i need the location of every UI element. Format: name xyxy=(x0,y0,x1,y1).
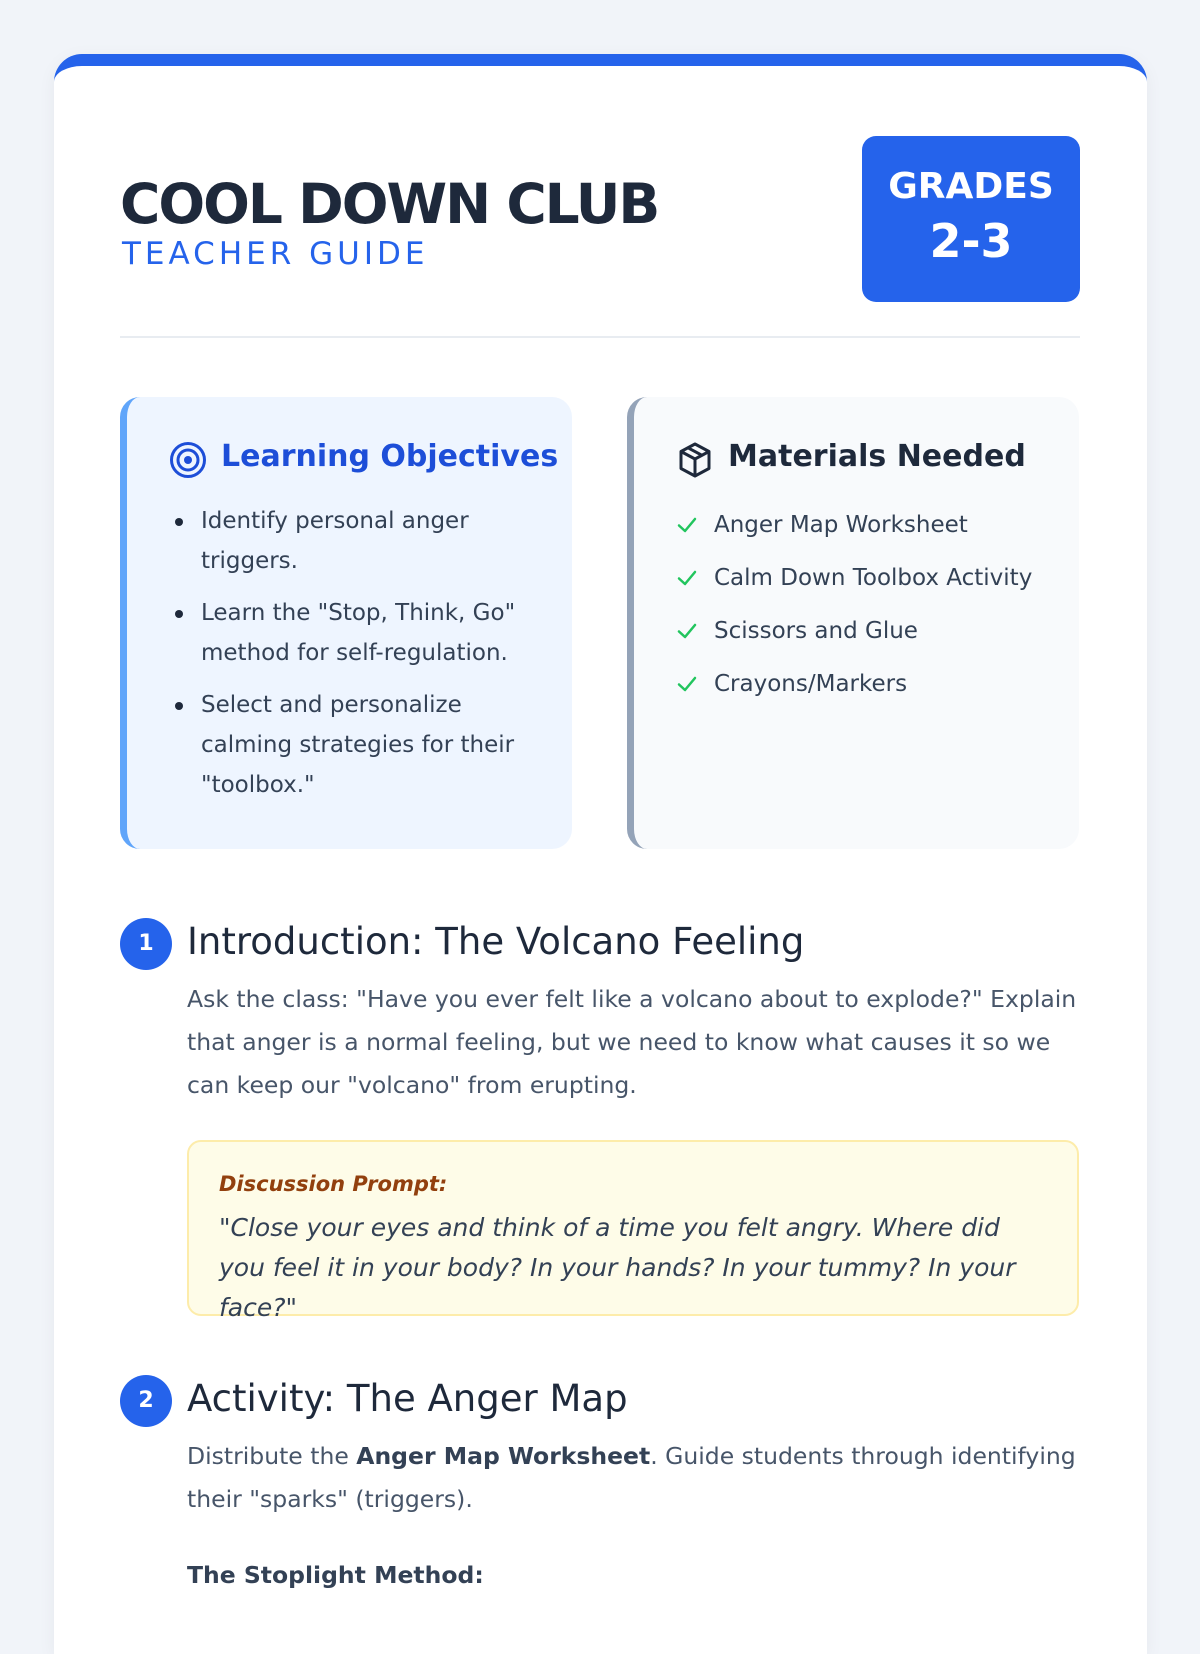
material-item xyxy=(676,664,1036,704)
box-icon xyxy=(676,441,714,479)
check-icon xyxy=(676,514,698,536)
check-icon xyxy=(676,673,698,695)
materials-list xyxy=(676,505,1036,717)
objectives-title: Learning Objectives xyxy=(221,439,559,474)
check-icon xyxy=(676,620,698,642)
objectives-list xyxy=(169,501,539,817)
page-subtitle: TEACHER GUIDE xyxy=(122,236,429,272)
learning-objectives-box xyxy=(120,397,572,849)
page-header xyxy=(120,136,1080,338)
objective-item: Select and personalize calming strategies for their "toolbox." xyxy=(169,685,539,805)
section-introduction xyxy=(120,918,1080,1338)
objective-item: Learn the "Stop, Think, Go" method for self-regulation. xyxy=(169,593,539,673)
page-title: COOL DOWN CLUB xyxy=(120,172,659,236)
section-title: Introduction: The Volcano Feeling xyxy=(187,920,805,963)
section-title: Activity: The Anger Map xyxy=(187,1377,628,1420)
section-text-end: . Guide students through identifying their "sparks" (triggers). xyxy=(187,1442,1076,1513)
stoplight-method-heading: The Stoplight Method: xyxy=(187,1561,484,1589)
prompt-text: "Close your eyes and think of a time you felt angry. Where did you feel it in your body? In your hands? In your tummy? In your face?" xyxy=(219,1213,1016,1322)
material-label: Calm Down Toolbox Activity xyxy=(714,565,1033,591)
material-label: Crayons/Markers xyxy=(714,671,908,697)
section-activity xyxy=(120,1375,1080,1615)
material-label: Scissors and Glue xyxy=(714,618,918,644)
section-text: Ask the class: "Have you ever felt like a volcano about to explode?" Explain that anger is a normal feeling, but we need to know what causes it so we can keep our "volcano" from erupting. xyxy=(187,985,1077,1099)
section-text xyxy=(187,1435,1077,1521)
material-item xyxy=(676,558,1036,598)
check-icon xyxy=(676,567,698,589)
target-icon xyxy=(169,441,207,479)
grade-value: 2-3 xyxy=(929,214,1013,268)
material-item xyxy=(676,611,1036,651)
prompt-label: Discussion Prompt: xyxy=(219,1172,448,1196)
step-number-badge: 1 xyxy=(120,918,172,970)
materials-box xyxy=(627,397,1079,849)
discussion-prompt-box xyxy=(187,1140,1079,1322)
material-label: Anger Map Worksheet xyxy=(714,512,968,538)
objective-item: Identify personal anger triggers. xyxy=(169,501,539,581)
grade-badge xyxy=(862,136,1080,302)
grade-label: GRADES xyxy=(888,166,1054,207)
section-text-start: Distribute the xyxy=(187,1442,357,1470)
materials-title: Materials Needed xyxy=(728,439,1026,474)
step-number-badge: 2 xyxy=(120,1375,172,1427)
material-item xyxy=(676,505,1036,545)
worksheet-name: Anger Map Worksheet xyxy=(356,1442,651,1470)
lesson-card xyxy=(54,54,1147,1654)
